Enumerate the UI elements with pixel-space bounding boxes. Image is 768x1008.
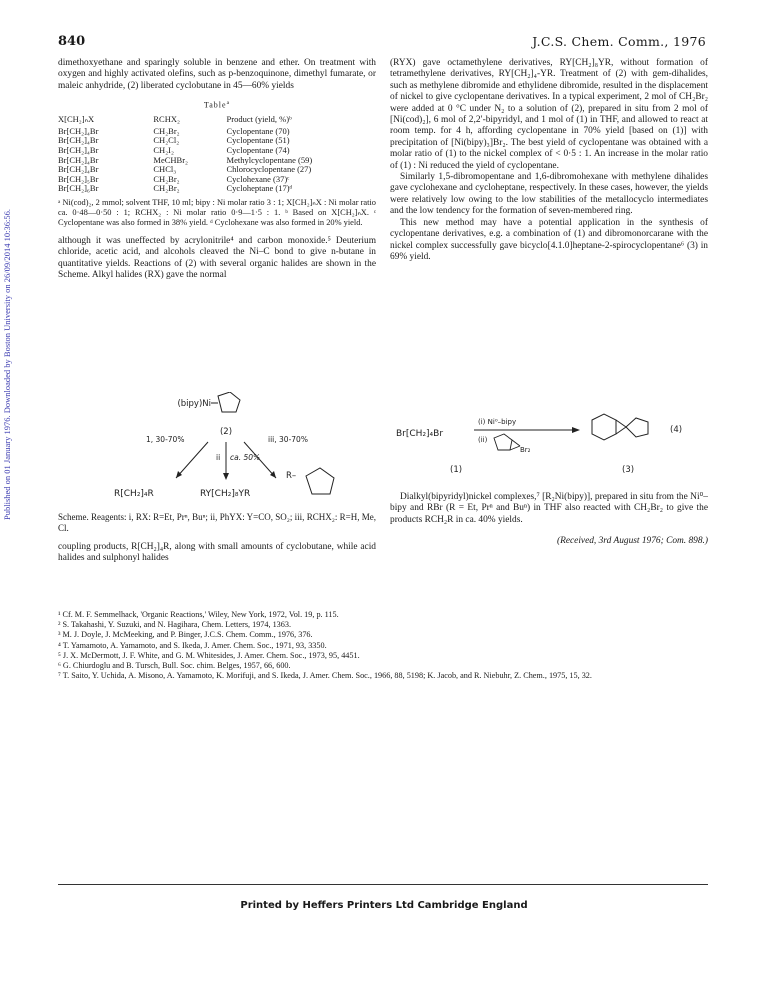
- left-arrow-label: 1, 30-70%: [146, 435, 185, 444]
- table-cell: Br[CH₂]₄Br: [58, 145, 99, 156]
- reagent-dibromide: Br₂: [520, 446, 531, 454]
- references: [58, 610, 708, 681]
- scheme-caption: Scheme. Reagents: i, RX: R=Et, Prⁿ, Buⁿ; ii, PhYX: Y=CO, SO₂; iii, RCHX₂: R=H, Me, Cl.: [58, 512, 376, 533]
- page-number: 840: [58, 34, 86, 49]
- table-row: [58, 136, 376, 146]
- table-row: [58, 175, 376, 185]
- scheme-compound-2: (2): [219, 427, 233, 437]
- table-cell: CH₂Br₂: [153, 183, 180, 194]
- scheme-bipy-ni: (bipy)Ni: [177, 399, 211, 409]
- table-row: [58, 146, 376, 156]
- left-paragraph-2: although it was uneffected by acrylonitrile⁴ and carbon monoxide.⁵ Deuterium chloride, acetic acid, and alcohols cleaved the Ni–C bond to give n-butane in quantitative yields. Reactions of (2) with several organic halides are shown in the Scheme. Alkyl halides (RX) gave the normal: [58, 236, 376, 281]
- reaction-diagram: [390, 410, 708, 480]
- spiro-cyclopentane-ring: [626, 418, 648, 437]
- table-footnote: ᵃ Ni(cod)₂, 2 mmol; solvent THF, 10 ml; bipy : Ni molar ratio 3 : 1; X[CH₂]ₙX : Ni molar ratio ca. 0·48—0·50 : 1; RCHX₂ : Ni molar ratio 0·9—1·5 : 1. ᵇ Based on X[CH₂]ₙX. ᶜ Cyclopentane was also formed in 38% yield. ᵈ Cyclohexane was also formed in 20% yield.: [58, 198, 376, 228]
- table-row: [58, 156, 376, 166]
- table-cell: Br[CH₂]₄Br: [58, 135, 99, 146]
- mid-yield: ca. 50%: [230, 453, 261, 462]
- mid-arrow-label: ii: [216, 453, 221, 462]
- table-row: [58, 165, 376, 175]
- reference-item: ² S. Takahashi, Y. Suzuki, and N. Hagihara, Chem. Letters, 1974, 1363.: [58, 620, 291, 630]
- table-cell: MeCHBr₂: [153, 154, 188, 165]
- norcarane-ring: [494, 434, 512, 450]
- table-cell: Chlorocyclopentane (27): [226, 164, 312, 175]
- left-column-lower: [58, 512, 376, 565]
- product-table: [58, 115, 376, 194]
- printer-credit: Printed by Heffers Printers Ltd Cambridge England: [240, 900, 528, 911]
- table-header: RCHX₂: [153, 114, 180, 125]
- table-cell: Br[CH₂]₆Br: [58, 183, 99, 194]
- right-paragraph-4: Dialkyl(bipyridyl)nickel complexes,⁷ [R₂Ni(bipy)], prepared in situ from the Ni⁰–bipy and RBr (R = Et, Prⁿ and Buⁿ) in THF also reacted with CH₂Br₂ to give the products RCH₂R in ca. 40% yields.: [390, 492, 708, 525]
- left-column: [58, 58, 376, 282]
- footer-divider: [58, 884, 708, 885]
- arrow-left: [176, 442, 208, 478]
- table-cell: CH₂Br₂: [153, 125, 180, 136]
- download-notice[interactable]: Published on 01 January 1976. Downloaded by Boston University on 26/09/2014 10:36:56.: [2, 209, 12, 520]
- reaction-scheme: [58, 392, 376, 504]
- product-left: R[CH₂]₄R: [114, 489, 154, 499]
- table-cell: CH₂Cl₂: [153, 135, 180, 146]
- table-cell: Br[CH₂]₄Br: [58, 125, 99, 136]
- reference-item: ¹ Cf. M. F. Semmelhack, 'Organic Reactions,' Wiley, New York, 1972, Vol. 19, p. 115.: [58, 610, 339, 619]
- right-paragraph-1: (RYX) gave octamethylene derivatives, RY[CH₂]₈YR, without formation of tetramethylene derivatives, RY[CH₂]₄-YR. Treatment of (2) with gem-dihalides, such as methylene dibromide and ethylidene dibromide, resulted in the displacement of nickel to give cyclopentane derivatives. In a typical experiment, 2 mol of CH₂Br₂ were added at 0 °C under N₂ to a solution of (2), prepared in situ from 2 mol of [Ni(cod)₂], 6 mol of 2,2′-bipyridyl, and 1 mol of (1) in THF, and allowed to react at room temp. for 4 h, affording cyclopentane in 70% yield [based on (1)] with precipitation of [Ni(bipy)₃]Br₂. The best yield of cyclopentane was obtained with a molar ratio of (1) to the nickel complex of < 0·5 : 1. An increase in the molar ratio of (1) : Ni reduced the yield of cyclopentane.: [390, 58, 708, 171]
- right-column: [390, 58, 708, 263]
- table-title: Table$^a$: [203, 100, 231, 110]
- reference-item: ³ M. J. Doyle, J. McMeeking, and P. Binger, J.C.S. Chem. Comm., 1976, 376.: [58, 630, 313, 640]
- table-header: X[CH₂]ₙX: [58, 114, 95, 125]
- table-cell: CH₂Br₂: [153, 173, 180, 184]
- label-compound-3: (3): [622, 465, 635, 475]
- table-header: Product (yield, %)ᵇ: [226, 114, 292, 125]
- label-compound-1: (1): [450, 465, 463, 475]
- table-cell: Cyclopentane (74): [226, 145, 290, 156]
- table-cell: Cyclopentane (51): [226, 135, 290, 146]
- journal-header: J.C.S. Chem. Comm., 1976: [532, 34, 706, 49]
- reference-item: ⁶ G. Chiurdoglu and B. Tursch, Bull. Soc. chim. Belges, 1957, 66, 600.: [58, 661, 291, 671]
- cyclopentane-ring: [306, 468, 334, 494]
- table-cell: CHCl₃: [153, 164, 177, 175]
- reference-item: ⁵ J. X. McDermott, J. F. White, and G. M. Whitesides, J. Amer. Chem. Soc., 1973, 95, 4451.: [58, 650, 360, 660]
- table-row: [58, 184, 376, 194]
- table-cell: CH₂I₂: [153, 145, 174, 156]
- table-cell: Br[CH₂]₄Br: [58, 164, 99, 175]
- reagent-i: (i) Ni⁰–bipy: [478, 418, 517, 426]
- product-right: R–: [286, 471, 297, 481]
- received-date: (Received, 3rd August 1976; Com. 898.): [556, 536, 708, 547]
- equation-number-4: (4): [670, 425, 683, 435]
- nickelacycle-ring: [218, 392, 240, 412]
- reference-item: ⁷ T. Saito, Y. Uchida, A. Misono, A. Yamamoto, K. Morifuji, and S. Ikeda, J. Amer. Chem. Soc., 1966, 88, 5198; K. Jacob, and R. Niebuhr, Z. Chem., 1975, 15, 32.: [58, 671, 592, 681]
- right-column-lower: [390, 492, 708, 548]
- table-cell: Cycloheptane (17)ᵈ: [226, 183, 293, 194]
- cyclohexane-ring: [592, 414, 616, 440]
- table-row: [58, 127, 376, 137]
- reference-item: ⁴ T. Yamamoto, A. Yamamoto, and S. Ikeda, J. Amer. Chem. Soc., 1971, 93, 3350.: [58, 640, 327, 650]
- left-paragraph-1: dimethoxyethane and sparingly soluble in benzene and ether. On treatment with oxygen and highly activated olefins, such as p-benzoquinone, dimethyl fumarate, or maleic anhydride, (2) liberated cyclobutane in 45—60% yields: [58, 58, 376, 91]
- table-cell: Methylcyclopentane (59): [226, 154, 313, 165]
- right-paragraph-2: Similarly 1,5-dibromopentane and 1,6-dibromohexane with methylene dihalides gave cyclohexane and cycloheptane, respectively. In these cases, however, the yields were relatively low owing to the low stabilities of the metallocyclo intermediates and the low tendency for the formation of seven-membered ring.: [390, 172, 708, 217]
- table-cell: Br[CH₂]₄Br: [58, 154, 99, 165]
- reactant-1: Br[CH₂]₄Br: [396, 429, 444, 439]
- reagent-ii: (ii): [478, 436, 488, 444]
- product-mid: RY[CH₂]₈YR: [200, 489, 251, 499]
- right-arrow-label: iii, 30-70%: [268, 435, 308, 444]
- left-paragraph-3: coupling products, R[CH₂]₄R, along with small amounts of cyclobutane, while acid halides and sulphonyl halides: [58, 542, 376, 564]
- table-cell: Br[CH₂]₅Br: [58, 173, 99, 184]
- table-cell: Cyclohexane (37)ᶜ: [226, 173, 290, 184]
- table-cell: Cyclopentane (70): [226, 125, 290, 136]
- right-paragraph-3: This new method may have a potential application in the synthesis of cyclopentane derivatives, e.g. a combination of (1) and dibromonorcarane with the nickel complex successfully gave bicyclo[4.1.0]heptane-2-spirocyclopentane⁶ (3) in 69% yield.: [390, 217, 708, 262]
